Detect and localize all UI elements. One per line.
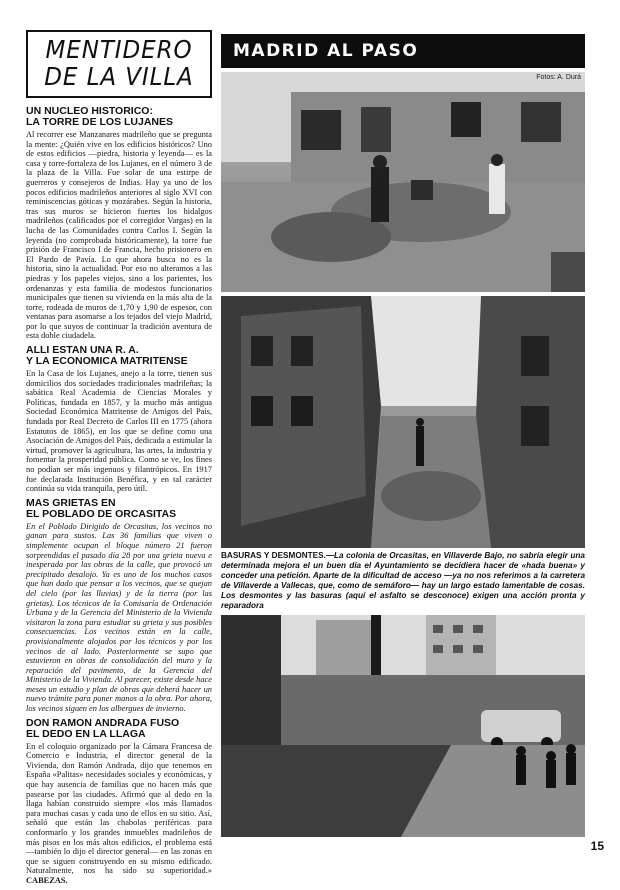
section-heading: [26, 718, 212, 740]
photo-street-image: [221, 296, 585, 548]
heading-line-2: Y LA ECONOMICA MATRITENSE: [26, 355, 188, 368]
section-body: En el Poblado Dirigido de Orcasitas, los vecinos no ganan para sustos. Las 36 familias que viven o simplemente ocupan el bloque número 21 fueron sorprendidas el pasado día 28 por una grieta nueva e inesperada por las obras de la calle, que provocó un precipitado desalojo. Ya es uno de los muchos casos que han dado que pensar a los vecinos, que se quejan del cielo (por las lluvias) y de la tierra (por las grietas). Los técnicos de la Comisaría de Ordenación Urbana y de la Gerencia del Ministerio de la Vivienda visitaron la zona para estudiar su grieta y sus posibles consecuencias. Los vecinos están en la calle, provisionalmente alojados por los técnicos y por los vecinos de al lado. Posteriormente se supo que estuvieron en obras de consolidación del muro y la reparación del pavimento, de la Gerencia del Ministerio de la Vivienda. Al parecer, existe desde hace meses un estudio y plan de obras que deberá hacer un nuevo trámite para poner manos a la obra. Por ahora, los vecinos siguen en los albergues de invierno.: [26, 521, 212, 714]
heading-line-2: LA TORRE DE LOS LUJANES: [26, 116, 174, 128]
section-orcasitas: [26, 498, 212, 714]
photo-buildings-image: [221, 615, 585, 837]
heading-line-2: EL DEDO EN LA LLAGA: [26, 727, 146, 740]
heading-line-2: EL POBLADO DE ORCASITAS: [26, 507, 177, 520]
feature-caption: [221, 551, 585, 611]
section-body: Al recorrer ese Manzanares madrileño que se pregunta la mente: ¿Quién vive en los edificios históricos? Uno de estos edificios —piedra, historia y leyenda— es la casa y torre-fortaleza de los Lujanes, en el número 3 de la plaza de la Villa. Fue solar de una estirpe de guerreros y consejeros de Indias. Hay ya uno de los pocos edificios madrileños anteriores al siglo XVI con reminiscencias góticas y mozárabes. Según la historia, tras sus muros se hicieron fuertes los hidalgos madrileños (calificados por el corregidor Vargas) en la lucha de las Comunidades contra Carlos I. Según la leyenda (no comprobada históricamente), la torre fue prisión de Francisco I de Francia, hecho prisionero en El Pardo de Pavía. Lo que ahora busca no es la historia, sino la actualidad. Por eso no alteramos a las piedras y los papeles viejos, sino a los parientes, los ordenanzas y esta familia de modestos funcionarios municipales que tienen su vivienda en la más alta de la torre, rodeada de muros de 1,70 y 1,90 de espesor, con ventanas para asomarse a los tejados del viejo Madrid, por lo que suyos de continuar la tradición aventura de esta doble ciudadela.: [26, 130, 212, 341]
heading-line-1: UN NUCLEO HISTORICO:: [26, 105, 153, 117]
section-andrada: [26, 718, 212, 886]
section-body: [26, 742, 212, 886]
heading-line-1: ALLI ESTAN UNA R. A.: [26, 344, 139, 357]
photo-credit: Fotos: A. Durá: [536, 74, 581, 81]
section-body-text: En el coloquio organizado por la Cámara Francesa de Comercio e Industria, el director general de la Vivienda, don Ramón Andrada, dijo que tenemos en España «Palitas» necesidades sociales y económicas, y que hay ausencia de familias que no hacen más que pasearse por las ciudades. Afirmó que al dedo en la llaga habían construido siempre «los más llamados para muchas casas y cada uno de ellos en su sitio. Así, señaló que están las chabolas periféricas para conformarlo y los grandes inmuebles madrileños de más pisos en los más altos edificios, el problema está —también lo dijo el director general— en las zonas en que se siguen construyendo en su mismo edificado. Naturalmente, nos ha sido su superioridad.»: [26, 741, 212, 876]
column-masthead: [26, 30, 212, 98]
section-heading: [26, 498, 212, 520]
masthead-line-1: MENTIDERO: [45, 35, 193, 64]
author-signature: CABEZAS.: [26, 875, 68, 885]
photo-feature: [221, 34, 585, 837]
section-torre-lujanes: [26, 106, 212, 341]
section-heading: [26, 345, 212, 367]
photo-buildings-children: [221, 615, 585, 837]
caption-text: —La colonia de Orcasitas, en Villaverde Bajo, no sabría elegir una determinada mejora el un buen día el Ayuntamiento se decidiera hacer de «hada buena» y conceder una petición. Aparte de la dificultad de acceso —ya no nos referimos a la carretera de Villaverde a Vallecas, que, como de semáforo— hay un largo estado lamentable de cosas. Los desmontes y las basuras (aquí el asfalto se desconoce) exigen una acción pronta y reparadora: [221, 551, 585, 610]
heading-line-1: DON RAMON ANDRADA FUSO: [26, 716, 180, 729]
caption-lead: BASURAS Y DESMONTES.: [221, 551, 326, 560]
section-economica-matritense: [26, 345, 212, 494]
feature-title: MADRID AL PASO: [233, 41, 419, 61]
page-number: 15: [590, 839, 604, 853]
photo-narrow-street: [221, 296, 585, 548]
section-body: En la Casa de los Lujanes, anejo a la torre, tienen sus domicilios dos sociedades tradicionales madrileñas; la sabática Real Academia de Ciencias Morales y Políticas, fundada en 1857, y la mucho más antigua Sociedad Económica Matritense de Amigos del País, fundada por Real Decreto de Carlos III en 1775 (ahora Estatutos de 1865), en los que se define como una Asociación de Amigos del País, dedicada a estimular la virtud, promover la agricultura, las artes, la industria y fomentar la prosperidad pública. Como se ve, los fines no podían ser más ingenuos y filantrópicos. En 1917 fue declarada Institución Benéfica, y en tal carácter continúa su vida tranquila, pero útil.: [26, 369, 212, 494]
heading-line-1: MAS GRIETAS EN: [26, 496, 116, 509]
feature-banner: [221, 34, 585, 68]
photo-courtyard-image: [221, 72, 585, 292]
masthead-line-2: DE LA VILLA: [44, 62, 194, 91]
section-heading: [26, 106, 212, 128]
gossip-column: [26, 30, 212, 890]
photo-courtyard-workers: [221, 72, 585, 292]
